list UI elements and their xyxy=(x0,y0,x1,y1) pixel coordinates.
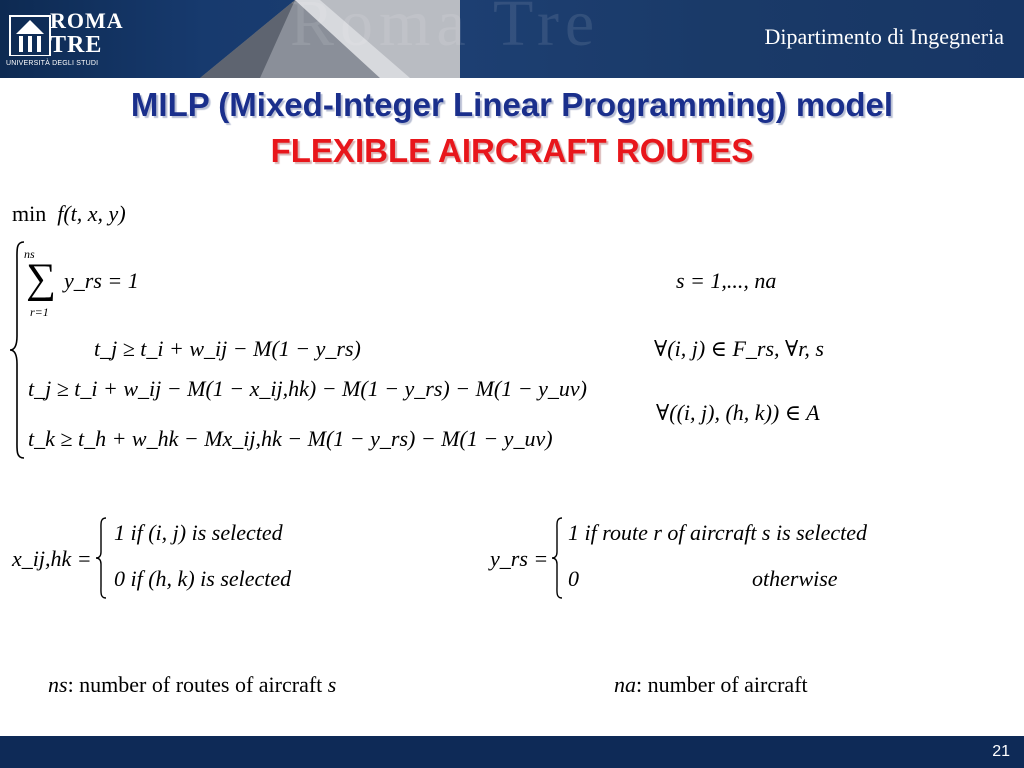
legend-ns-text: : number of routes of aircraft xyxy=(67,672,328,697)
legend-ns-var: s xyxy=(327,672,337,697)
y-definition-lhs: y_rs = xyxy=(490,546,549,571)
y-definition-case-2-value: 0 xyxy=(568,566,579,591)
legend-na xyxy=(614,672,808,698)
legend-ns xyxy=(48,672,336,698)
constraint-3: t_j ≥ t_i + w_ij − M(1 − x_ij,hk) − M(1 − y_rs) − M(1 − y_uv) xyxy=(28,376,587,401)
objective-expression: f(t, x, y) xyxy=(57,201,126,226)
roma-tre-watermark: Roma Tre xyxy=(290,0,601,60)
constraint-34-domain: ∀((i, j), (h, k)) ∈ A xyxy=(656,400,820,425)
footer-bar xyxy=(0,736,1024,768)
constraint-2: t_j ≥ t_i + w_ij − M(1 − y_rs) xyxy=(94,336,361,361)
department-name: Dipartimento di Ingegneria xyxy=(764,24,1004,49)
y-definition-brace xyxy=(550,516,564,600)
x-definition-case-2: 0 if (h, k) is selected xyxy=(114,566,292,591)
sum-domain: s = 1,..., na xyxy=(676,268,777,293)
y-definition-case-1: 1 if route r of aircraft s is selected xyxy=(568,520,868,545)
sum-lower-limit: r=1 xyxy=(30,305,49,319)
sum-upper-limit: ns xyxy=(24,247,35,261)
sum-body: y_rs = 1 xyxy=(64,268,139,293)
x-definition-case-1: 1 if (i, j) is selected xyxy=(114,520,283,545)
logo-building-icon xyxy=(8,12,52,56)
constraint-2-domain: ∀(i, j) ∈ F_rs, ∀r, s xyxy=(654,336,824,361)
header-banner xyxy=(0,0,1024,78)
legend-na-text: : number of aircraft xyxy=(636,672,808,697)
y-definition-case-2-condition: otherwise xyxy=(752,566,838,591)
objective-function xyxy=(12,203,126,225)
x-definition-lhs: x_ij,hk = xyxy=(12,546,92,571)
university-logo xyxy=(4,6,124,72)
objective-operator: min xyxy=(12,201,47,226)
logo-tre: TRE xyxy=(50,32,103,58)
slide-subtitle: FLEXIBLE AIRCRAFT ROUTES xyxy=(270,132,754,169)
x-definition-brace xyxy=(94,516,108,600)
slide-title: MILP (Mixed-Integer Linear Programming) model xyxy=(130,86,894,123)
sigma-symbol: ∑ xyxy=(26,256,56,302)
page-number: 21 xyxy=(992,743,1010,760)
legend-na-symbol: na xyxy=(614,672,636,697)
constraints-brace xyxy=(8,240,28,460)
legend-ns-symbol: ns xyxy=(48,672,68,697)
constraint-4: t_k ≥ t_h + w_hk − Mx_ij,hk − M(1 − y_rs) − M(1 − y_uv) xyxy=(28,426,553,451)
logo-roma: ROMA xyxy=(50,8,124,33)
logo-subtitle: UNIVERSITÀ DEGLI STUDI xyxy=(6,60,99,67)
